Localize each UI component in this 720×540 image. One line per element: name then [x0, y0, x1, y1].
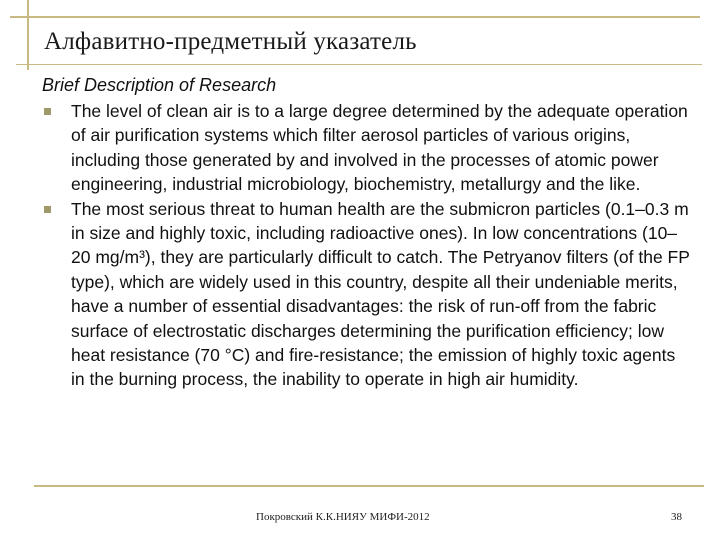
square-bullet-icon [44, 108, 51, 115]
slide-subtitle: Brief Description of Research [42, 75, 277, 95]
frame-top-line [10, 16, 700, 18]
frame-bottom-line [34, 485, 704, 487]
footer-author: Покровский К.К.НИЯУ МИФИ-2012 [256, 511, 430, 523]
bullet-list [42, 99, 690, 392]
page-number: 38 [671, 511, 682, 523]
bullet-text: The level of clean air is to a large degree determined by the adequate operation of air purification systems which filter aerosol particles of various origins, including those generated by and involved in the processes of atomic power engineering, industrial microbiology, biochemistry, metallurgy and the like. [71, 101, 688, 195]
bullet-text: The most serious threat to human health are the submicron particles (0.1–0.3 m in size and highly toxic, including radioactive ones). In low concentrations (10–20 mg/m³), they are particularly difficult to catch. The Petryanov filters (of the FP type), which are widely used in this country, despite all their undeniable merits, have a number of essential disadvantages: the risk of run-off from the fabric surface of electrostatic discharges determining the purification efficiency; low heat resistance (70 °C) and fire-resistance; the emission of highly toxic agents in the burning process, the inability to operate in high air humidity. [71, 198, 690, 390]
square-bullet-icon [44, 206, 51, 213]
title-underline [16, 64, 702, 65]
list-item [42, 99, 690, 197]
slide-title: Алфавитно-предметный указатель [44, 28, 417, 55]
list-item [42, 197, 690, 392]
frame-vertical-line [27, 0, 29, 70]
